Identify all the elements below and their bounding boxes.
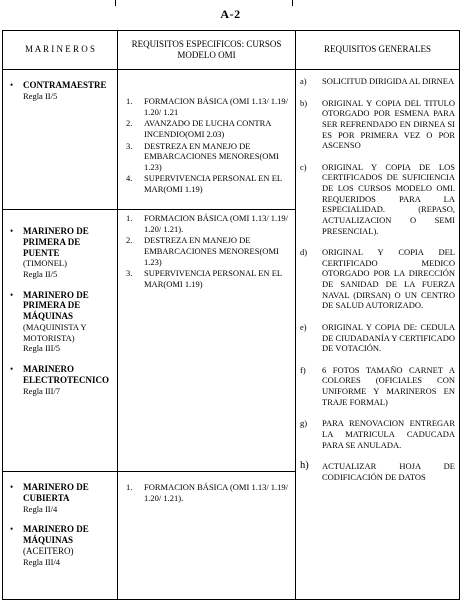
general-item-h: h) ACTUALIZAR HOJA DE CODIFICACIÓN DE DATOS [300,460,455,482]
marinero-item [7,364,113,396]
marinero-title: MARINERO DE MÁQUINAS (ACEITERO) [23,524,89,556]
marinero-title: CONTRAMAESTRE [23,80,107,90]
curso-item: 4. SUPERVIVENCIA PERSONAL EN EL MAR(OMI 1.19) [126,173,282,194]
bullet-icon: • [10,482,14,492]
marinero-regla: Regla II/5 [23,269,58,280]
bullet-icon: • [10,80,14,90]
requirements-table [2,30,460,600]
marinero-item [7,226,113,280]
bullet-icon: • [10,363,14,374]
general-item-g: g) PARA RENOVACION ENTREGAR LA MATRICULA CADUCADA PARA SE ANULADA. [300,418,455,450]
marineros-cell-3 [3,472,118,600]
header-marineros: M A R I N E R O S [3,31,118,70]
marinero-title: MARINERO DE PRIMERA DE MÁQUINAS [23,289,89,322]
general-item-f: f) 6 FOTOS TAMAÑO CARNET A COLORES (OFICIALES CON UNIFORME Y MARINEROS EN TRAJE FORMAL) [300,364,455,407]
general-item-d: d) ORIGINAL Y COPIA DEL CERTIFICADO MEDICO OTORGADO POR LA DIRECCIÓN DE SANIDAD DE LA FUERZA NAVAL (DIRSAN) O UN CENTRO DE SALUD AUTORIZADO. [300,247,455,311]
marinero-item [7,482,113,514]
marinero-sub: (ACEITERO) [23,545,74,556]
bullet-icon: • [10,524,14,535]
curso-item: 2. DESTREZA EN MANEJO DE EMBARCACIONES MENORES(OMI 1.23) [126,235,279,267]
general-item-a: a) SOLICITUD DIRIGIDA AL DIRNEA [300,76,455,86]
curso-item: 2. AVANZADO DE LUCHA CONTRA INCENDIO(OMI 2.03) [126,118,271,139]
curso-item: 3. DESTREZA EN MANEJO DE EMBARCACIONES MENORES(OMI 1.23) [126,140,279,172]
group-row-1 [3,70,460,210]
marineros-cell-1 [3,70,118,210]
general-item-e: e) ORIGINAL Y COPIA DE: CEDULA DE CIUDADANÍA Y CERTIFICADO DE VOTACIÓN. [300,321,455,354]
bullet-icon: • [10,226,14,236]
generales-cell [296,70,460,600]
bullet-icon: • [10,289,14,300]
marinero-title: MARINERO DE CUBIERTA [23,482,89,503]
marinero-regla: Regla III/7 [23,385,61,396]
margin-tick-right [292,0,293,6]
marinero-sub: (TIMONEL) [23,258,67,269]
cursos-cell-2 [118,210,296,472]
marinero-regla: Regla II/4 [23,503,58,514]
cursos-cell-1 [118,70,296,210]
header-generales: REQUISITOS GENERALES [296,31,460,70]
marinero-item [7,524,113,567]
header-especificos: REQUISITOS ESPECIFICOS: CURSOS MODELO OMI [118,31,296,70]
marinero-regla: Regla III/4 [23,556,61,567]
curso-item: 1. FORMACION BÁSICA (OMI 1.13/ 1.19/ 1.20/ 1.21). [126,482,289,503]
curso-item: 1. FORMACION BÁSICA (OMI 1.13/ 1.19/ 1.20/ 1.21). [126,213,289,234]
marineros-cell-2 [3,210,118,472]
margin-tick-left [115,0,116,6]
curso-item: 1. FORMACION BÁSICA (OMI 1.13/ 1.19/ 1.20/ 1.21 [126,96,289,117]
cursos-cell-3 [118,472,296,600]
marinero-title: MARINERO DE PRIMERA DE PUENTE [23,226,89,258]
general-item-c: c) ORIGINAL Y COPIA DE LOS CERTIFICADOS DE SUFICIENCIA DE LOS CURSOS MODELO OMI. REQUERIDOS PARA LA ESPECIALIDAD. (REPASO, ACTUALIZACION O SEMI PRESENCIAL). [300,161,455,236]
marinero-regla: Regla III/5 [23,343,61,354]
marinero-item [7,80,113,101]
marinero-sub: (MAQUINISTA Y MOTORISTA) [23,322,87,343]
header-row [3,31,460,70]
curso-item: 3. SUPERVIVENCIA PERSONAL EN EL MAR(OMI 1.19) [126,268,282,289]
marinero-regla: Regla II/5 [23,90,58,101]
general-item-b: b) ORIGINAL Y COPIA DEL TITULO OTORGADO POR ESMENA PARA SER REFRENDADO EN DIRNEA SI ES POR PRIMERA VEZ O POR ASCENSO [300,97,455,151]
marinero-item [7,290,113,354]
marinero-title: MARINERO ELECTROTECNICO [23,363,110,385]
page-title: A-2 [220,7,241,21]
